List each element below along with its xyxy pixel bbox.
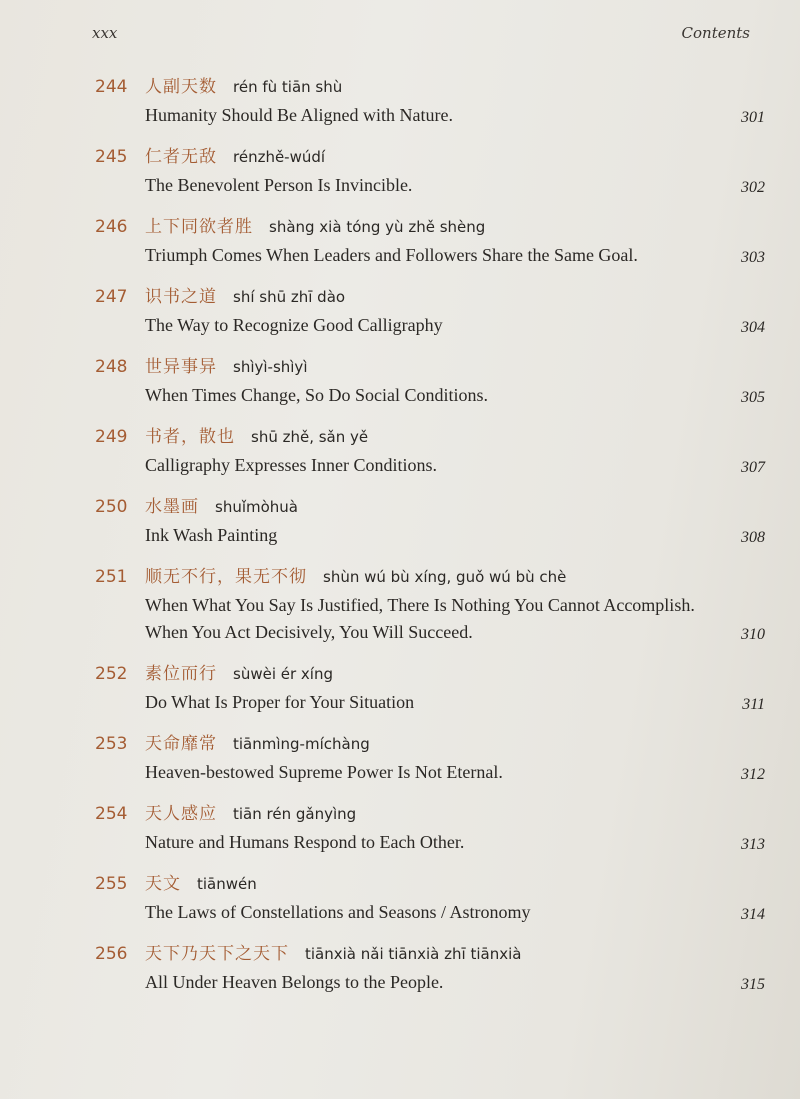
entry-page-number: 303 bbox=[741, 249, 765, 266]
entry-number: 251 bbox=[95, 567, 128, 587]
entry-chinese-term: 顺无不行，果无不彻 bbox=[145, 567, 307, 587]
entry-pinyin: rén fù tiān shù bbox=[233, 78, 343, 96]
entry-number: 256 bbox=[95, 944, 128, 964]
entry-page-number: 314 bbox=[741, 906, 765, 923]
contents-entry[interactable] bbox=[95, 869, 775, 926]
entry-pinyin: shìyì-shìyì bbox=[233, 358, 308, 376]
contents-entry[interactable] bbox=[95, 282, 775, 339]
entry-page-number: 315 bbox=[741, 976, 765, 993]
entry-number: 253 bbox=[95, 734, 128, 754]
entry-number: 254 bbox=[95, 804, 128, 824]
entry-page-number: 308 bbox=[741, 529, 765, 546]
entry-pinyin: tiān rén gǎnyìng bbox=[233, 805, 357, 823]
entry-title: Ink Wash Painting bbox=[145, 525, 278, 545]
entry-title: All Under Heaven Belongs to the People. bbox=[145, 972, 444, 992]
entry-page-number: 307 bbox=[741, 459, 765, 476]
entry-heading bbox=[95, 352, 775, 382]
entry-chinese-term: 天文 bbox=[145, 874, 181, 894]
entry-heading bbox=[95, 212, 775, 242]
entry-pinyin: shuǐmòhuà bbox=[215, 498, 298, 516]
contents-entry[interactable] bbox=[95, 72, 775, 129]
contents-entry[interactable] bbox=[95, 352, 775, 409]
contents-entry[interactable] bbox=[95, 422, 775, 479]
entry-page-number: 301 bbox=[741, 109, 765, 126]
entry-number: 244 bbox=[95, 77, 128, 97]
entry-heading bbox=[95, 659, 775, 689]
entry-heading bbox=[95, 939, 775, 969]
entry-heading bbox=[95, 869, 775, 899]
entry-pinyin: sùwèi ér xíng bbox=[233, 665, 333, 683]
entry-page-number: 311 bbox=[742, 696, 765, 713]
contents-entry[interactable] bbox=[95, 562, 775, 646]
entry-number: 245 bbox=[95, 147, 128, 167]
entry-pinyin: shí shū zhī dào bbox=[233, 288, 346, 306]
entry-chinese-term: 人副天数 bbox=[145, 77, 217, 97]
entry-number: 250 bbox=[95, 497, 128, 517]
entry-pinyin: tiānwén bbox=[197, 875, 257, 893]
contents-entry[interactable] bbox=[95, 729, 775, 786]
entry-title: Triumph Comes When Leaders and Followers Share the Same Goal. bbox=[145, 245, 638, 265]
entry-title: Humanity Should Be Aligned with Nature. bbox=[145, 105, 453, 125]
entry-pinyin: shùn wú bù xíng, guǒ wú bù chè bbox=[323, 568, 567, 586]
entry-title: Heaven-bestowed Supreme Power Is Not Eternal. bbox=[145, 762, 503, 782]
entry-heading bbox=[95, 729, 775, 759]
entry-chinese-term: 天命靡常 bbox=[145, 734, 217, 754]
section-title: Contents bbox=[681, 24, 750, 42]
entry-chinese-term: 天人感应 bbox=[145, 804, 217, 824]
entry-pinyin: shū zhě, sǎn yě bbox=[251, 428, 369, 446]
entry-title: The Benevolent Person Is Invincible. bbox=[145, 175, 413, 195]
entry-pinyin: rénzhě-wúdí bbox=[233, 148, 326, 166]
entry-page-number: 305 bbox=[741, 389, 765, 406]
entry-heading bbox=[95, 142, 775, 172]
page-number-roman: xxx bbox=[92, 24, 118, 42]
entry-title: When Times Change, So Do Social Conditions. bbox=[145, 385, 489, 405]
entry-heading bbox=[95, 799, 775, 829]
contents-entry[interactable] bbox=[95, 659, 775, 716]
entry-page-number: 310 bbox=[741, 626, 765, 643]
entry-title: Nature and Humans Respond to Each Other. bbox=[145, 832, 465, 852]
entry-page-number: 304 bbox=[741, 319, 765, 336]
contents-entry[interactable] bbox=[95, 492, 775, 549]
entry-chinese-term: 仁者无敌 bbox=[145, 147, 217, 167]
contents-entry[interactable] bbox=[95, 799, 775, 856]
entry-heading bbox=[95, 422, 775, 452]
entry-heading bbox=[95, 282, 775, 312]
entry-page-number: 312 bbox=[741, 766, 765, 783]
entry-page-number: 302 bbox=[741, 179, 765, 196]
entry-title: Calligraphy Expresses Inner Conditions. bbox=[145, 455, 437, 475]
entry-number: 255 bbox=[95, 874, 128, 894]
entry-title: Do What Is Proper for Your Situation bbox=[145, 692, 415, 712]
entry-chinese-term: 书者，散也 bbox=[145, 427, 235, 447]
running-header bbox=[92, 24, 750, 44]
contents-entry[interactable] bbox=[95, 939, 775, 996]
entry-chinese-term: 水墨画 bbox=[145, 497, 199, 517]
entry-title: The Laws of Constellations and Seasons / Astronomy bbox=[145, 902, 531, 922]
contents-entry[interactable] bbox=[95, 142, 775, 199]
entry-number: 246 bbox=[95, 217, 128, 237]
entry-heading bbox=[95, 72, 775, 102]
entry-chinese-term: 上下同欲者胜 bbox=[145, 217, 253, 237]
entry-title: When What You Say Is Justified, There Is Nothing You Cannot Accomplish. When You Act Decisively, You Will Succeed. bbox=[145, 595, 695, 642]
entry-chinese-term: 世异事异 bbox=[145, 357, 217, 377]
entry-pinyin: shàng xià tóng yù zhě shèng bbox=[269, 218, 486, 236]
contents-list bbox=[95, 72, 775, 1009]
entry-number: 252 bbox=[95, 664, 128, 684]
entry-page-number: 313 bbox=[741, 836, 765, 853]
entry-chinese-term: 识书之道 bbox=[145, 287, 217, 307]
entry-number: 249 bbox=[95, 427, 128, 447]
entry-pinyin: tiānmìng-míchàng bbox=[233, 735, 370, 753]
entry-pinyin: tiānxià nǎi tiānxià zhī tiānxià bbox=[305, 945, 522, 963]
entry-heading bbox=[95, 492, 775, 522]
entry-number: 247 bbox=[95, 287, 128, 307]
entry-title: The Way to Recognize Good Calligraphy bbox=[145, 315, 443, 335]
entry-chinese-term: 素位而行 bbox=[145, 664, 217, 684]
entry-number: 248 bbox=[95, 357, 128, 377]
entry-chinese-term: 天下乃天下之天下 bbox=[145, 944, 289, 964]
entry-heading bbox=[95, 562, 775, 592]
contents-entry[interactable] bbox=[95, 212, 775, 269]
